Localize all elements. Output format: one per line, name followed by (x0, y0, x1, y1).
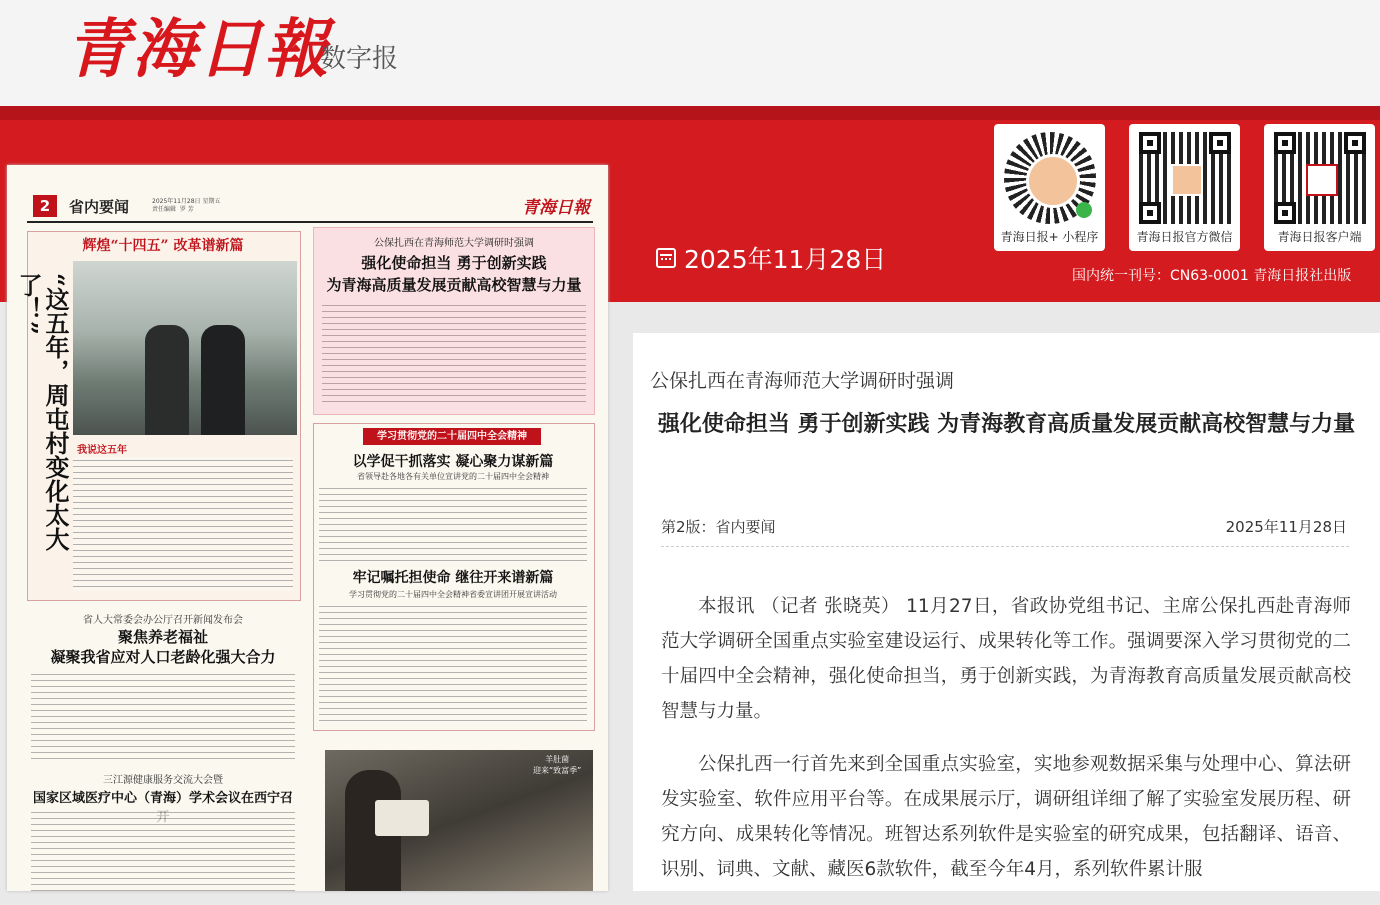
qr-label: 青海日报+ 小程序 (1000, 230, 1099, 244)
page-rule (27, 221, 593, 223)
mushroom-photo[interactable] (325, 750, 593, 891)
left-vertical-title: “这五年，周屯村变化太大了！” (14, 273, 70, 551)
text-block (73, 457, 293, 591)
article-title (633, 405, 1380, 445)
article-paragraph: 本报讯 （记者 张晓英） 11月27日，省政协党组书记、主席公保扎西赴青海师范大学调研全国重点实验室建设运行、成果转化等工作。强调要深入学习贯彻党的二十届四中全会精神，强化使命担当，勇于创新实践，为青海教育高质量发展贡献高校智慧与力量。 (661, 596, 1351, 722)
article-page-label[interactable]: 第2版：省内要闻 (661, 518, 776, 536)
left-subbanner: 我说这五年 (77, 445, 127, 456)
article-hotspot-current[interactable] (313, 227, 595, 415)
article-kicker: 公保扎西在青海师范大学调研时强调 (650, 370, 955, 392)
page-meta: 2025年11月28日 星期五 责任编辑 罗 芳 (152, 198, 221, 213)
article-panel (633, 333, 1380, 891)
wechat-qr-icon (1139, 132, 1231, 224)
qr-label: 青海日报客户端 (1277, 230, 1362, 244)
site-subtitle: 数字报 (320, 44, 399, 74)
site-header (0, 0, 1380, 106)
page-logo: 青海日報 (522, 198, 590, 218)
edition-date-text[interactable]: 2025年11月28日 (684, 245, 887, 274)
page-section: 省内要闻 (69, 198, 130, 216)
banner-shadow (0, 106, 1380, 120)
left-kicker-3: 三江源健康服务交流大会暨 (103, 775, 223, 786)
qr-card-wechat[interactable] (1129, 124, 1240, 251)
pink-headline: 强化使命担当 勇于创新实践 为青海高质量发展贡献高校智慧与力量 (326, 254, 582, 294)
article-date: 2025年11月28日 (1225, 518, 1347, 536)
calendar-icon[interactable] (656, 248, 676, 268)
factory-photo (73, 261, 297, 435)
study-sub-1: 省领导赴各地各有关单位宣讲党的二十届四中全会精神 (357, 472, 549, 481)
mini-program-qr-icon (1004, 132, 1096, 224)
qr-card-app[interactable] (1264, 124, 1375, 251)
study-sub-2: 学习贯彻党的二十届四中全会精神省委宣讲团开展宣讲活动 (349, 590, 557, 599)
left-headline-3[interactable]: 国家区域医疗中心（青海）学术会议在西宁召 (32, 791, 293, 806)
qr-card-miniprogram[interactable] (994, 124, 1105, 251)
study-headline-2: 牢记嘱托担使命 继往开来谱新篇 (352, 570, 554, 586)
site-logo[interactable]: 青海日報 (66, 12, 330, 87)
qr-label: 青海日报官方微信 (1136, 230, 1233, 244)
left-kicker-2: 省人大常委会办公厅召开新闻发布会 (83, 615, 243, 626)
app-qr-icon (1274, 132, 1366, 224)
article-title-text: 强化使命担当 勇于创新实践 为青海教育高质量发展贡献高校智慧与力量 (657, 412, 1356, 437)
left-banner: 辉煌“十四五” 改革谱新篇 (82, 238, 244, 254)
photo-caption: 羊肚菌 迎来“致富季” (533, 755, 582, 775)
study-tag: 学习贯彻党的二十届四中全会精神 (363, 428, 541, 445)
study-headline-1: 以学促干抓落实 凝心聚力谋新篇 (352, 454, 554, 470)
article-divider (661, 546, 1349, 547)
left-headline-2[interactable]: 聚焦养老福祉 凝聚我省应对人口老龄化强大合力 (50, 628, 276, 666)
article-body (661, 589, 1351, 905)
page-number: 2 (33, 195, 57, 217)
article-paragraph: 公保扎西一行首先来到全国重点实验室，实地参观数据采集与处理中心、算法研发实验室、软件应用平台等。在成果展示厅，调研组详细了解了实验室发展历程、研究方向、成果转化等情况。班智达系列软件是实验室的研究成果，包括翻译、语音、识别、词典、文献、藏医6款软件，截至今年4月，系列软件累计服 (661, 754, 1351, 880)
edition-date[interactable] (656, 240, 886, 276)
publication-line: 国内统一刊号：CN63-0001 青海日报社出版 (1072, 268, 1352, 284)
newspaper-page-thumbnail[interactable] (7, 165, 608, 891)
pink-kicker: 公保扎西在青海师范大学调研时强调 (374, 238, 534, 249)
